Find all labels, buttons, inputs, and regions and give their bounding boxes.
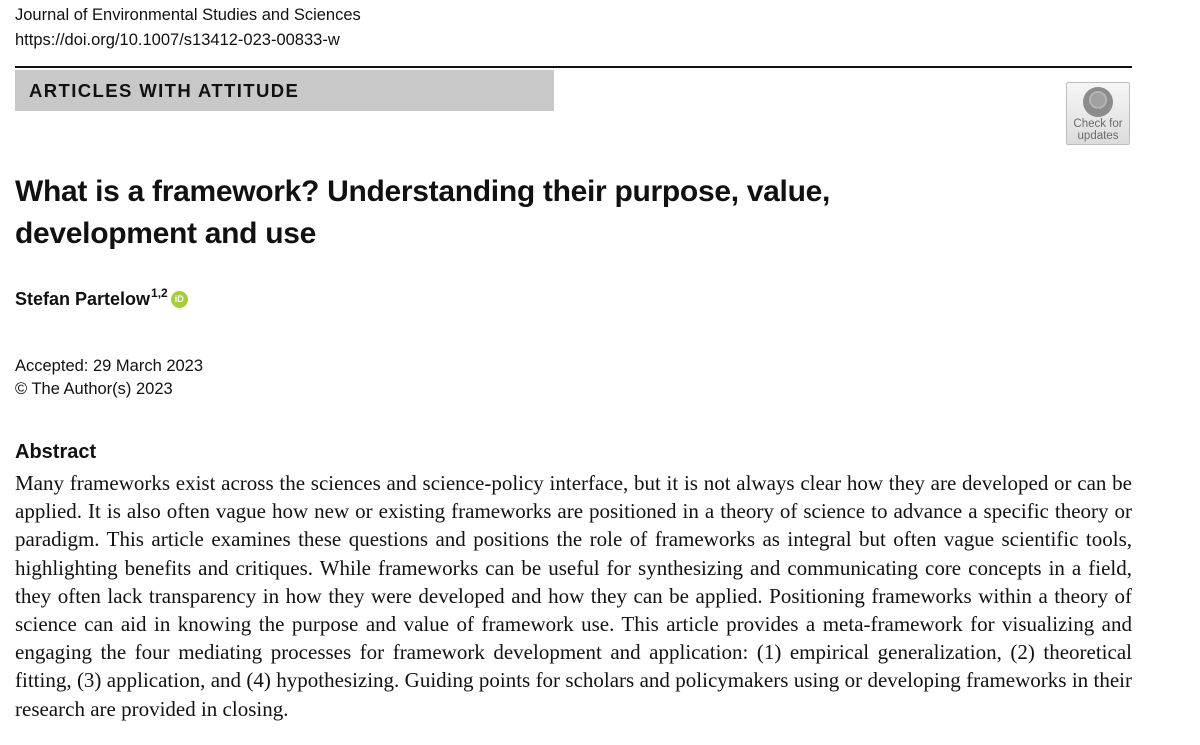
header-divider [15, 66, 1132, 68]
check-for-updates-line1: Check for [1073, 118, 1123, 130]
check-for-updates-label [1067, 119, 1129, 142]
copyright-notice: © The Author(s) 2023 [15, 380, 173, 398]
author-name[interactable]: Stefan Partelow [15, 289, 151, 309]
orcid-icon[interactable]: iD [171, 291, 188, 308]
accepted-date: Accepted: 29 March 2023 [15, 357, 204, 375]
article-title: What is a framework? Understanding their purpose, value, development and use [15, 175, 831, 250]
abstract-heading: Abstract [15, 441, 97, 463]
crossmark-icon [1082, 86, 1114, 118]
check-for-updates-button[interactable] [1066, 82, 1130, 145]
doi-link[interactable]: https://doi.org/10.1007/s13412-023-00833-w [15, 31, 340, 49]
check-for-updates-line2: updates [1077, 129, 1119, 142]
section-banner-label: ARTICLES WITH ATTITUDE [29, 80, 300, 101]
abstract-text: Many frameworks exist across the sciences and science-policy interface, but it is not always clear how they are developed or can be applied. It is also often vague how new or existing frameworks are positioned in a theory of science to advance a specific theory or paradigm. This article examines these questions and positions the role of frameworks as integral but often vague scientific tools, highlighting benefits and critiques. While frameworks can be useful for synthesizing and communicating core concepts in a field, they often lack transparency in how they were developed and how they can be applied. Positioning frameworks within a theory of science can aid in knowing the purpose and value of framework use. This article provides a meta-framework for visualizing and engaging the four mediating processes for framework development and application: (1) empirical generalization, (2) theoretical fitting, (3) application, and (4) hypothesizing. Guiding points for scholars and policymakers using or developing frameworks in their research are provided in closing. [15, 471, 1132, 721]
author-line [15, 286, 188, 310]
journal-name: Journal of Environmental Studies and Sciences [15, 6, 361, 24]
section-banner [15, 70, 554, 111]
author-affiliation-numbers[interactable]: 1,2 [151, 286, 168, 300]
